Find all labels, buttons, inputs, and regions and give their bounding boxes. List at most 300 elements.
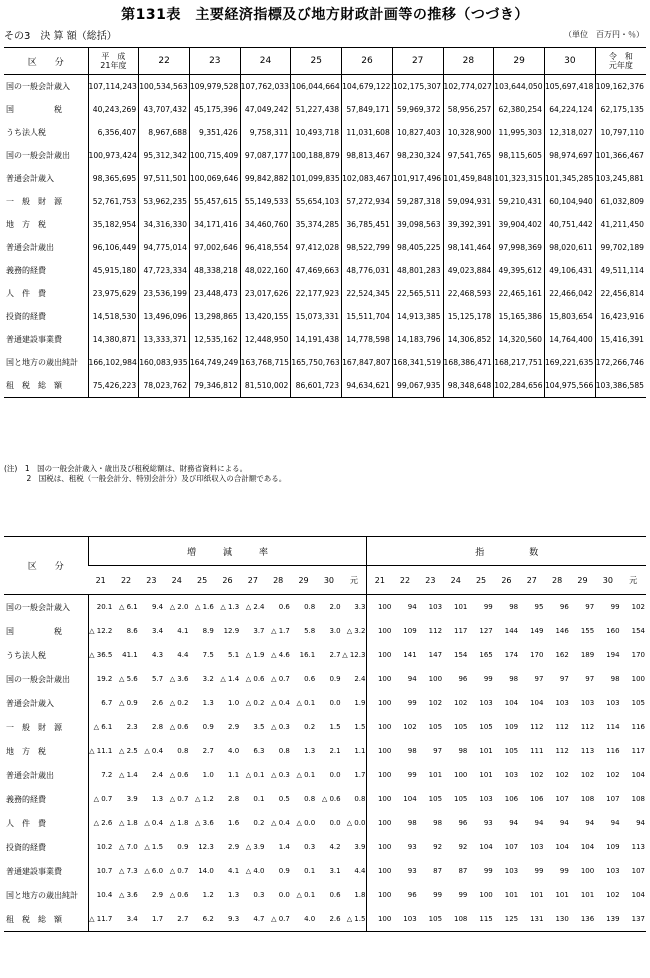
table-row xyxy=(4,236,646,259)
value-cell: 79,346,812 xyxy=(189,374,240,398)
rate-cell: 14.0 xyxy=(198,867,214,875)
row-label: 義務的経費 xyxy=(6,266,46,275)
index-cell: 99 xyxy=(407,699,417,707)
rate-cell: 2.0 xyxy=(329,603,341,611)
index-cell: 189 xyxy=(580,651,595,659)
year-header: 28 xyxy=(544,566,569,595)
value-cell: 58,956,257 xyxy=(443,98,494,121)
index-cell: 101 xyxy=(479,747,493,755)
index-cell: 108 xyxy=(580,795,595,803)
rate-cell: △ 0.4 xyxy=(271,819,290,827)
index-cell: 102 xyxy=(454,699,468,707)
index-cell: 94 xyxy=(610,819,620,827)
rate-cell: △ 3.6 xyxy=(118,891,138,899)
rate-cell: 0.8 xyxy=(177,747,189,755)
value-cell: 49,511,114 xyxy=(595,259,646,282)
rate-cell: 2.4 xyxy=(151,771,164,779)
value-cell: 165,750,763 xyxy=(291,351,342,374)
rate-cell: 7.5 xyxy=(202,651,214,659)
rate-cell: 0.1 xyxy=(304,867,316,875)
index-cell: 96 xyxy=(559,603,569,611)
value-cell: 163,768,715 xyxy=(240,351,291,374)
index-cell: 101 xyxy=(580,891,595,899)
rate-cell: △ 4.0 xyxy=(245,867,265,875)
rate-cell: 2.6 xyxy=(151,699,164,707)
year-header: 22 xyxy=(139,48,190,75)
year-header: 24 xyxy=(164,566,189,595)
rate-cell: △ 1.5 xyxy=(342,907,367,932)
value-cell: 39,098,563 xyxy=(392,213,443,236)
rate-cell: 6.7 xyxy=(88,691,113,715)
rate-cell: 0.6 xyxy=(278,603,290,611)
index-cell: 93 xyxy=(407,867,417,875)
index-cell: 149 xyxy=(530,627,544,635)
rate-cell: △ 12.2 xyxy=(88,619,113,643)
rate-cell: 2.7 xyxy=(329,651,341,659)
value-cell: 11,031,608 xyxy=(342,121,393,144)
index-cell: 108 xyxy=(443,907,468,932)
year-header: 28 xyxy=(443,48,494,75)
index-cell: 100 xyxy=(367,667,392,691)
index-cell: 112 xyxy=(555,747,569,755)
index-cell: 103 xyxy=(479,699,493,707)
value-cell: 53,962,235 xyxy=(139,190,190,213)
rate-cell: △ 1.8 xyxy=(118,819,138,827)
value-cell: 168,217,751 xyxy=(494,351,545,374)
value-cell: 97,087,177 xyxy=(240,144,291,167)
index-cell: 107 xyxy=(631,867,645,875)
index-cell: 170 xyxy=(631,651,645,659)
index-cell: 101 xyxy=(479,771,493,779)
value-cell: 35,374,285 xyxy=(291,213,342,236)
index-cell: 104 xyxy=(530,699,544,707)
index-cell: 115 xyxy=(468,907,493,932)
value-cell: 12,318,027 xyxy=(544,121,595,144)
table-row xyxy=(4,883,646,907)
index-cell: 99 xyxy=(458,891,468,899)
row-label: 国 税 xyxy=(6,626,62,636)
value-cell: 59,210,431 xyxy=(494,190,545,213)
value-cell: 14,380,871 xyxy=(88,328,139,351)
value-cell: 45,175,396 xyxy=(189,98,240,121)
year-header: 23 xyxy=(418,566,443,595)
index-group-header: 指 数 xyxy=(367,537,646,566)
rate-cell: 5.8 xyxy=(304,627,316,635)
value-cell: 36,785,451 xyxy=(342,213,393,236)
value-cell: 98,522,799 xyxy=(342,236,393,259)
rate-cell: △ 0.2 xyxy=(245,699,265,707)
value-cell: 109,162,376 xyxy=(595,75,646,99)
rate-cell: 0.0 xyxy=(329,771,341,779)
index-cell: 100 xyxy=(367,835,392,859)
row-label: 普通会計歳入 xyxy=(6,174,54,183)
rate-cell: △ 1.4 xyxy=(118,771,138,779)
index-cell: 100 xyxy=(367,907,392,932)
rate-cell: 6.3 xyxy=(253,747,265,755)
rate-cell: 19.2 xyxy=(88,667,113,691)
value-cell: 6,356,407 xyxy=(88,121,139,144)
table-row xyxy=(4,859,646,883)
value-cell: 160,083,935 xyxy=(139,351,190,374)
year-header: 28 xyxy=(266,566,291,595)
rate-cell: 1.3 xyxy=(151,795,164,803)
rate-cell: 12.9 xyxy=(223,627,240,635)
index-cell: 103 xyxy=(504,771,519,779)
value-cell: 13,298,865 xyxy=(189,305,240,328)
rate-cell: 3.1 xyxy=(329,867,341,875)
value-cell: 104,679,122 xyxy=(342,75,393,99)
rate-cell: 0.3 xyxy=(253,891,265,899)
index-cell: 92 xyxy=(433,843,443,851)
value-cell: 100,188,879 xyxy=(291,144,342,167)
value-cell: 103,245,881 xyxy=(595,167,646,190)
row-label: 国の一般会計歳入 xyxy=(6,602,70,612)
value-cell: 172,266,746 xyxy=(595,351,646,374)
index-cell: 101 xyxy=(530,891,544,899)
rate-cell: 3.4 xyxy=(151,627,164,635)
index-cell: 96 xyxy=(458,819,468,827)
value-cell: 167,847,807 xyxy=(342,351,393,374)
index-cell: 108 xyxy=(631,795,645,803)
value-cell: 101,323,315 xyxy=(494,167,545,190)
index-cell: 97 xyxy=(534,675,544,683)
rate-cell: △ 1.9 xyxy=(245,651,265,659)
row-label: 義務的経費 xyxy=(6,794,46,804)
index-cell: 98 xyxy=(610,675,620,683)
table-row xyxy=(4,328,646,351)
rate-cell: 7.2 xyxy=(88,763,113,787)
rate-cell: 2.8 xyxy=(151,723,164,731)
rate-cell: 4.7 xyxy=(240,907,265,932)
value-cell: 13,333,371 xyxy=(139,328,190,351)
rate-cell: 0.8 xyxy=(304,795,316,803)
index-cell: 102 xyxy=(606,891,620,899)
table-row xyxy=(4,787,646,811)
rate-cell: 1.9 xyxy=(354,699,366,707)
index-cell: 99 xyxy=(559,867,569,875)
value-cell: 101,917,496 xyxy=(392,167,443,190)
table-row xyxy=(4,667,646,691)
table-row xyxy=(4,351,646,374)
index-cell: 100 xyxy=(367,643,392,667)
year-header: 29 xyxy=(291,566,316,595)
rate-group-header: 増 減 率 xyxy=(88,537,367,566)
year-header: 平 成 21年度 xyxy=(88,48,139,75)
rate-index-table xyxy=(4,536,646,932)
value-cell: 14,913,385 xyxy=(392,305,443,328)
index-cell: 103 xyxy=(479,795,493,803)
value-cell: 13,420,155 xyxy=(240,305,291,328)
row-label: 国と地方の歳出純計 xyxy=(6,358,78,367)
value-cell: 16,423,916 xyxy=(595,305,646,328)
index-cell: 100 xyxy=(367,859,392,883)
index-cell: 94 xyxy=(585,819,595,827)
rate-cell: 2.9 xyxy=(228,843,240,851)
value-cell: 98,974,697 xyxy=(544,144,595,167)
rate-cell: 0.0 xyxy=(278,891,290,899)
rate-cell: 3.7 xyxy=(253,627,265,635)
value-cell: 48,776,031 xyxy=(342,259,393,282)
year-header: 令 和 元年度 xyxy=(595,48,646,75)
index-cell: 100 xyxy=(367,595,392,620)
rate-cell: △ 1.2 xyxy=(195,795,214,803)
index-cell: 112 xyxy=(428,627,443,635)
rate-cell: △ 0.1 xyxy=(296,891,316,899)
value-cell: 22,456,814 xyxy=(595,282,646,305)
rate-cell: 1.2 xyxy=(202,891,214,899)
rate-cell: 0.0 xyxy=(329,819,341,827)
index-cell: 93 xyxy=(483,819,493,827)
value-cell: 99,702,189 xyxy=(595,236,646,259)
index-cell: 154 xyxy=(454,651,468,659)
value-cell: 22,565,511 xyxy=(392,282,443,305)
table-row xyxy=(4,259,646,282)
table-row xyxy=(4,167,646,190)
index-cell: 114 xyxy=(606,723,620,731)
rate-cell: △ 0.1 xyxy=(245,771,265,779)
value-cell: 102,083,467 xyxy=(342,167,393,190)
rate-cell: 2.7 xyxy=(164,907,189,932)
index-cell: 116 xyxy=(606,747,620,755)
index-cell: 144 xyxy=(504,627,519,635)
rate-cell: 10.4 xyxy=(88,883,113,907)
rate-cell: 2.1 xyxy=(329,747,341,755)
rate-cell: △ 7.3 xyxy=(118,867,138,875)
index-cell: 99 xyxy=(483,867,493,875)
table-row xyxy=(4,691,646,715)
rate-cell: △ 0.9 xyxy=(118,699,138,707)
rate-cell: △ 0.6 xyxy=(321,795,341,803)
value-cell: 61,032,809 xyxy=(595,190,646,213)
value-cell: 105,697,418 xyxy=(544,75,595,99)
value-cell: 49,106,431 xyxy=(544,259,595,282)
rate-cell: 10.7 xyxy=(88,859,113,883)
index-cell: 105 xyxy=(631,699,645,707)
value-cell: 57,849,171 xyxy=(342,98,393,121)
rate-cell: 0.2 xyxy=(253,819,265,827)
index-cell: 116 xyxy=(631,723,645,731)
index-cell: 101 xyxy=(504,891,519,899)
index-cell: 100 xyxy=(428,675,443,683)
rate-cell: △ 2.0 xyxy=(169,603,189,611)
rate-cell: 6.2 xyxy=(189,907,214,932)
row-label: 地 方 税 xyxy=(6,220,46,229)
value-cell: 8,967,688 xyxy=(139,121,190,144)
row-label: 一 般 財 源 xyxy=(6,722,62,732)
row-label: 租 税 総 額 xyxy=(4,907,88,932)
rate-cell: △ 1.4 xyxy=(220,675,240,683)
table-row xyxy=(4,715,646,739)
index-cell: 107 xyxy=(555,795,569,803)
value-cell: 14,191,438 xyxy=(291,328,342,351)
year-header: 25 xyxy=(291,48,342,75)
rate-cell: △ 0.4 xyxy=(271,699,290,707)
index-cell: 103 xyxy=(392,907,417,932)
rate-cell: 4.4 xyxy=(177,651,189,659)
index-cell: 104 xyxy=(504,699,519,707)
year-header: 29 xyxy=(570,566,595,595)
value-cell: 102,284,656 xyxy=(494,374,545,398)
value-cell: 94,775,014 xyxy=(139,236,190,259)
rate-cell: 3.5 xyxy=(253,723,265,731)
value-cell: 101,099,835 xyxy=(291,167,342,190)
rate-cell: △ 0.6 xyxy=(169,771,189,779)
rate-cell: 4.0 xyxy=(228,747,240,755)
value-cell: 35,182,954 xyxy=(88,213,139,236)
index-cell: 112 xyxy=(580,723,595,731)
index-cell: 104 xyxy=(403,795,417,803)
value-cell: 59,094,931 xyxy=(443,190,494,213)
rate-cell: △ 0.1 xyxy=(296,771,316,779)
value-cell: 59,287,318 xyxy=(392,190,443,213)
rate-cell: △ 11.7 xyxy=(88,907,113,932)
table-header-label: 区 分 xyxy=(4,48,88,75)
value-cell: 22,177,923 xyxy=(291,282,342,305)
table-row xyxy=(4,282,646,305)
index-cell: 100 xyxy=(367,739,392,763)
value-cell: 169,221,635 xyxy=(544,351,595,374)
value-cell: 98,020,611 xyxy=(544,236,595,259)
rate-cell: 2.9 xyxy=(151,891,164,899)
value-cell: 97,511,501 xyxy=(139,167,190,190)
value-cell: 98,348,648 xyxy=(443,374,494,398)
row-label: 投資的経費 xyxy=(6,312,46,321)
value-cell: 22,468,593 xyxy=(443,282,494,305)
index-cell: 106 xyxy=(530,795,544,803)
rate-cell: △ 1.8 xyxy=(169,819,189,827)
value-cell: 166,102,984 xyxy=(88,351,139,374)
year-header: 30 xyxy=(544,48,595,75)
rate-cell: △ 2.4 xyxy=(245,603,265,611)
rate-cell: 1.0 xyxy=(228,699,240,707)
year-header: 元 xyxy=(621,566,646,595)
value-cell: 64,224,124 xyxy=(544,98,595,121)
value-cell: 34,316,330 xyxy=(139,213,190,236)
rate-cell: △ 2.6 xyxy=(88,811,113,835)
index-cell: 141 xyxy=(403,651,417,659)
index-cell: 117 xyxy=(631,747,645,755)
row-label: 国の一般会計歳出 xyxy=(6,674,70,684)
rate-cell: 1.3 xyxy=(228,891,240,899)
value-cell: 98,813,467 xyxy=(342,144,393,167)
index-cell: 100 xyxy=(580,867,595,875)
index-cell: 103 xyxy=(530,843,544,851)
rate-cell: △ 11.1 xyxy=(88,739,113,763)
rate-cell: △ 0.6 xyxy=(169,723,189,731)
index-cell: 95 xyxy=(534,603,544,611)
value-cell: 98,405,225 xyxy=(392,236,443,259)
index-cell: 97 xyxy=(433,747,443,755)
rate-cell: △ 0.4 xyxy=(144,747,164,755)
value-cell: 101,459,848 xyxy=(443,167,494,190)
value-cell: 95,312,342 xyxy=(139,144,190,167)
rate-cell: △ 0.6 xyxy=(169,891,189,899)
value-cell: 102,175,307 xyxy=(392,75,443,99)
rate-cell: △ 3.2 xyxy=(346,627,366,635)
value-cell: 86,601,723 xyxy=(291,374,342,398)
rate-cell: 0.6 xyxy=(329,891,341,899)
value-cell: 15,125,178 xyxy=(443,305,494,328)
index-cell: 98 xyxy=(509,675,519,683)
index-cell: 107 xyxy=(504,843,519,851)
index-cell: 155 xyxy=(580,627,595,635)
year-header: 元 xyxy=(342,566,367,595)
index-cell: 104 xyxy=(555,843,569,851)
value-cell: 106,044,664 xyxy=(291,75,342,99)
table-header-row xyxy=(4,48,646,75)
value-cell: 102,774,027 xyxy=(443,75,494,99)
value-cell: 98,365,695 xyxy=(88,167,139,190)
index-cell: 130 xyxy=(544,907,569,932)
value-cell: 49,395,612 xyxy=(494,259,545,282)
year-header: 25 xyxy=(468,566,493,595)
index-cell: 96 xyxy=(407,891,417,899)
value-cell: 40,751,442 xyxy=(544,213,595,236)
value-cell: 9,758,311 xyxy=(240,121,291,144)
rate-cell: 0.8 xyxy=(278,747,290,755)
rate-cell: 1.0 xyxy=(202,771,214,779)
row-label: 地 方 税 xyxy=(6,746,46,756)
rate-cell: △ 3.9 xyxy=(245,843,265,851)
row-label: 投資的経費 xyxy=(6,842,46,852)
note-line: (注) 1 国の一般会計歳入・歳出及び租税総額は、財務省資料による。 xyxy=(4,464,248,473)
rate-cell: △ 1.6 xyxy=(195,603,214,611)
rate-cell: 2.8 xyxy=(228,795,240,803)
rate-cell: 12.3 xyxy=(198,843,214,851)
value-cell: 22,524,345 xyxy=(342,282,393,305)
index-cell: 113 xyxy=(631,843,645,851)
rate-cell: 4.1 xyxy=(177,627,189,635)
year-header: 24 xyxy=(443,566,468,595)
section-subtitle: その3 決 算 額（総括） xyxy=(4,31,117,42)
index-cell: 100 xyxy=(367,883,392,907)
value-cell: 101,366,467 xyxy=(595,144,646,167)
index-cell: 99 xyxy=(483,675,493,683)
index-cell: 136 xyxy=(570,907,595,932)
rate-cell: 8.6 xyxy=(126,627,138,635)
rate-cell: 1.4 xyxy=(278,843,290,851)
rate-cell: △ 0.3 xyxy=(271,723,290,731)
row-label: 国の一般会計歳出 xyxy=(6,151,70,160)
rate-cell: △ 0.2 xyxy=(169,699,189,707)
index-cell: 106 xyxy=(504,795,519,803)
rate-cell: 2.9 xyxy=(228,723,240,731)
value-cell: 55,457,615 xyxy=(189,190,240,213)
rate-cell: 0.9 xyxy=(202,723,214,731)
value-cell: 81,510,002 xyxy=(240,374,291,398)
index-cell: 102 xyxy=(580,771,595,779)
index-cell: 100 xyxy=(454,771,468,779)
value-cell: 96,106,449 xyxy=(88,236,139,259)
rate-cell: 4.0 xyxy=(291,907,316,932)
index-cell: 131 xyxy=(519,907,544,932)
index-cell: 112 xyxy=(555,723,569,731)
value-cell: 101,345,285 xyxy=(544,167,595,190)
index-cell: 96 xyxy=(458,675,468,683)
rate-cell: 2.6 xyxy=(316,907,341,932)
value-cell: 55,654,103 xyxy=(291,190,342,213)
rate-cell: 0.2 xyxy=(304,723,316,731)
value-cell: 47,723,334 xyxy=(139,259,190,282)
index-cell: 102 xyxy=(428,699,443,707)
index-cell: 100 xyxy=(367,691,392,715)
index-cell: 137 xyxy=(621,907,646,932)
value-cell: 62,175,135 xyxy=(595,98,646,121)
year-header-row xyxy=(4,566,646,595)
table-row xyxy=(4,374,646,398)
index-cell: 97 xyxy=(559,675,569,683)
index-cell: 97 xyxy=(585,603,595,611)
